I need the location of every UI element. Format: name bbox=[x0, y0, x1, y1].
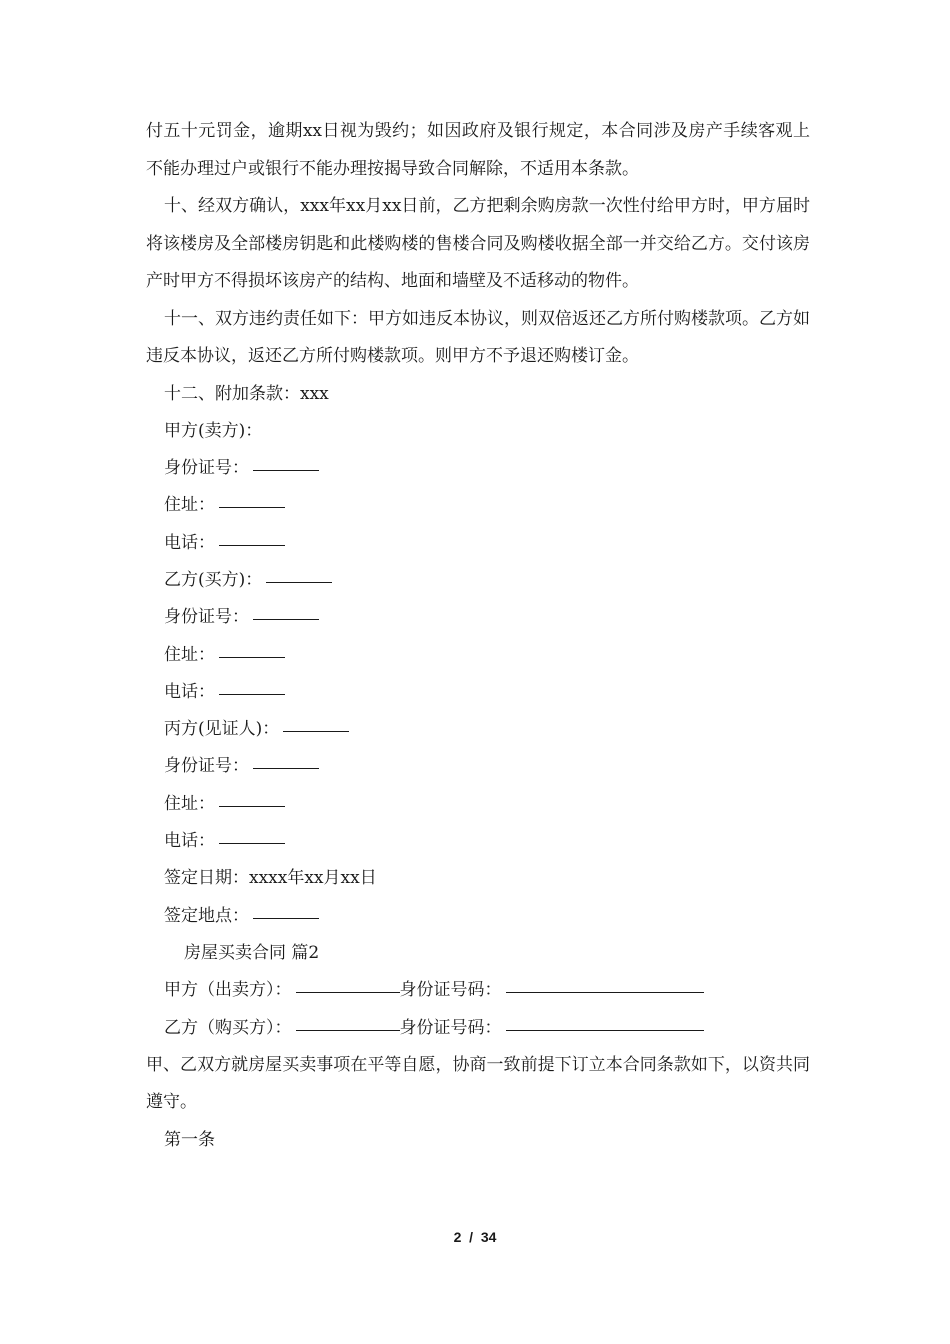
buyer-name-blank bbox=[296, 1029, 400, 1031]
party-a-id-blank bbox=[253, 469, 319, 471]
party-b-id-row bbox=[146, 599, 810, 636]
party-a-phone-row bbox=[146, 525, 810, 562]
party-c-address-row bbox=[146, 786, 810, 823]
party-a-phone-label: 电话： bbox=[164, 532, 215, 553]
article-1-heading: 第一条 bbox=[164, 1129, 215, 1150]
party-b-address-label: 住址： bbox=[164, 644, 215, 665]
seller-name-blank bbox=[296, 991, 400, 993]
party-a-heading: 甲方(卖方)： bbox=[164, 420, 263, 441]
party-a-address-label: 住址： bbox=[164, 495, 215, 516]
sign-place-label: 签定地点： bbox=[164, 905, 249, 926]
party-c-heading: 丙方(见证人)： bbox=[164, 719, 280, 740]
party-b-heading-blank bbox=[266, 581, 332, 583]
party-c-phone-row bbox=[146, 823, 810, 860]
contract-2-intro: 甲、乙双方就房屋买卖事项在平等自愿，协商一致前提下订立本合同条款如下，以资共同遵守。 bbox=[146, 1054, 810, 1113]
current-page: 2 bbox=[453, 1229, 462, 1245]
sign-place-row bbox=[146, 898, 810, 935]
party-a-address-blank bbox=[219, 506, 285, 508]
paragraph-penalty-continuation: 付五十元罚金，逾期xx日视为毁约；如因政府及银行规定，本合同涉及房产手续客观上不能办理过户或银行不能办理按揭导致合同解除，不适用本条款。 bbox=[146, 121, 810, 179]
party-a-id-label: 身份证号： bbox=[164, 458, 249, 479]
document-page bbox=[146, 113, 810, 1159]
party-c-heading-blank bbox=[283, 730, 349, 732]
buyer-id-blank bbox=[506, 1029, 704, 1031]
total-pages: 34 bbox=[480, 1229, 497, 1245]
seller-label: 甲方（出卖方）： bbox=[164, 980, 292, 1001]
party-b-id-blank bbox=[253, 618, 319, 620]
party-c-address-blank bbox=[219, 805, 285, 807]
party-b-address-blank bbox=[219, 656, 285, 658]
party-c-id-row bbox=[146, 748, 810, 785]
party-b-phone-label: 电话： bbox=[164, 681, 215, 702]
buyer-id-label: 身份证号码： bbox=[399, 1017, 502, 1038]
paragraph-clause-11: 十一、双方违约责任如下：甲方如违反本协议，则双倍返还乙方所付购楼款项。乙方如违反本协议，返还乙方所付购楼款项。则甲方不予退还购楼订金。 bbox=[146, 308, 810, 366]
party-c-phone-blank bbox=[219, 842, 285, 844]
party-c-heading-row bbox=[146, 711, 810, 748]
seller-id-label: 身份证号码： bbox=[399, 980, 502, 1001]
sign-date: 签定日期：xxxx年xx月xx日 bbox=[164, 868, 377, 889]
page-number bbox=[0, 1229, 950, 1245]
party-b-heading: 乙方(买方)： bbox=[164, 569, 263, 590]
party-c-phone-label: 电话： bbox=[164, 831, 215, 852]
sign-place-blank bbox=[253, 917, 319, 919]
paragraph-clause-10: 十、经双方确认，xxx年xx月xx日前，乙方把剩余购房款一次性付给甲方时，甲方届时将该楼房及全部楼房钥匙和此楼购楼的售楼合同及购楼收据全部一并交给乙方。交付该房产时甲方不得损坏该房产的结构、地面和墙壁及不适移动的物件。 bbox=[146, 196, 810, 291]
party-b-phone-row bbox=[146, 674, 810, 711]
party-a-address-row bbox=[146, 487, 810, 524]
party-b-phone-blank bbox=[219, 693, 285, 695]
party-a-phone-blank bbox=[219, 544, 285, 546]
buyer-row bbox=[146, 1010, 810, 1047]
page-separator: / bbox=[469, 1229, 474, 1245]
contract-2-title: 房屋买卖合同 篇2 bbox=[184, 942, 320, 963]
party-b-address-row bbox=[146, 637, 810, 674]
buyer-label: 乙方（购买方）： bbox=[164, 1017, 292, 1038]
party-b-id-label: 身份证号： bbox=[164, 607, 249, 628]
party-c-id-label: 身份证号： bbox=[164, 756, 249, 777]
seller-row bbox=[146, 972, 810, 1009]
paragraph-clause-12: 十二、附加条款：xxx bbox=[164, 383, 329, 404]
party-b-heading-row bbox=[146, 562, 810, 599]
seller-id-blank bbox=[506, 991, 704, 993]
party-a-id-row bbox=[146, 450, 810, 487]
party-c-id-blank bbox=[253, 767, 319, 769]
party-c-address-label: 住址： bbox=[164, 793, 215, 814]
